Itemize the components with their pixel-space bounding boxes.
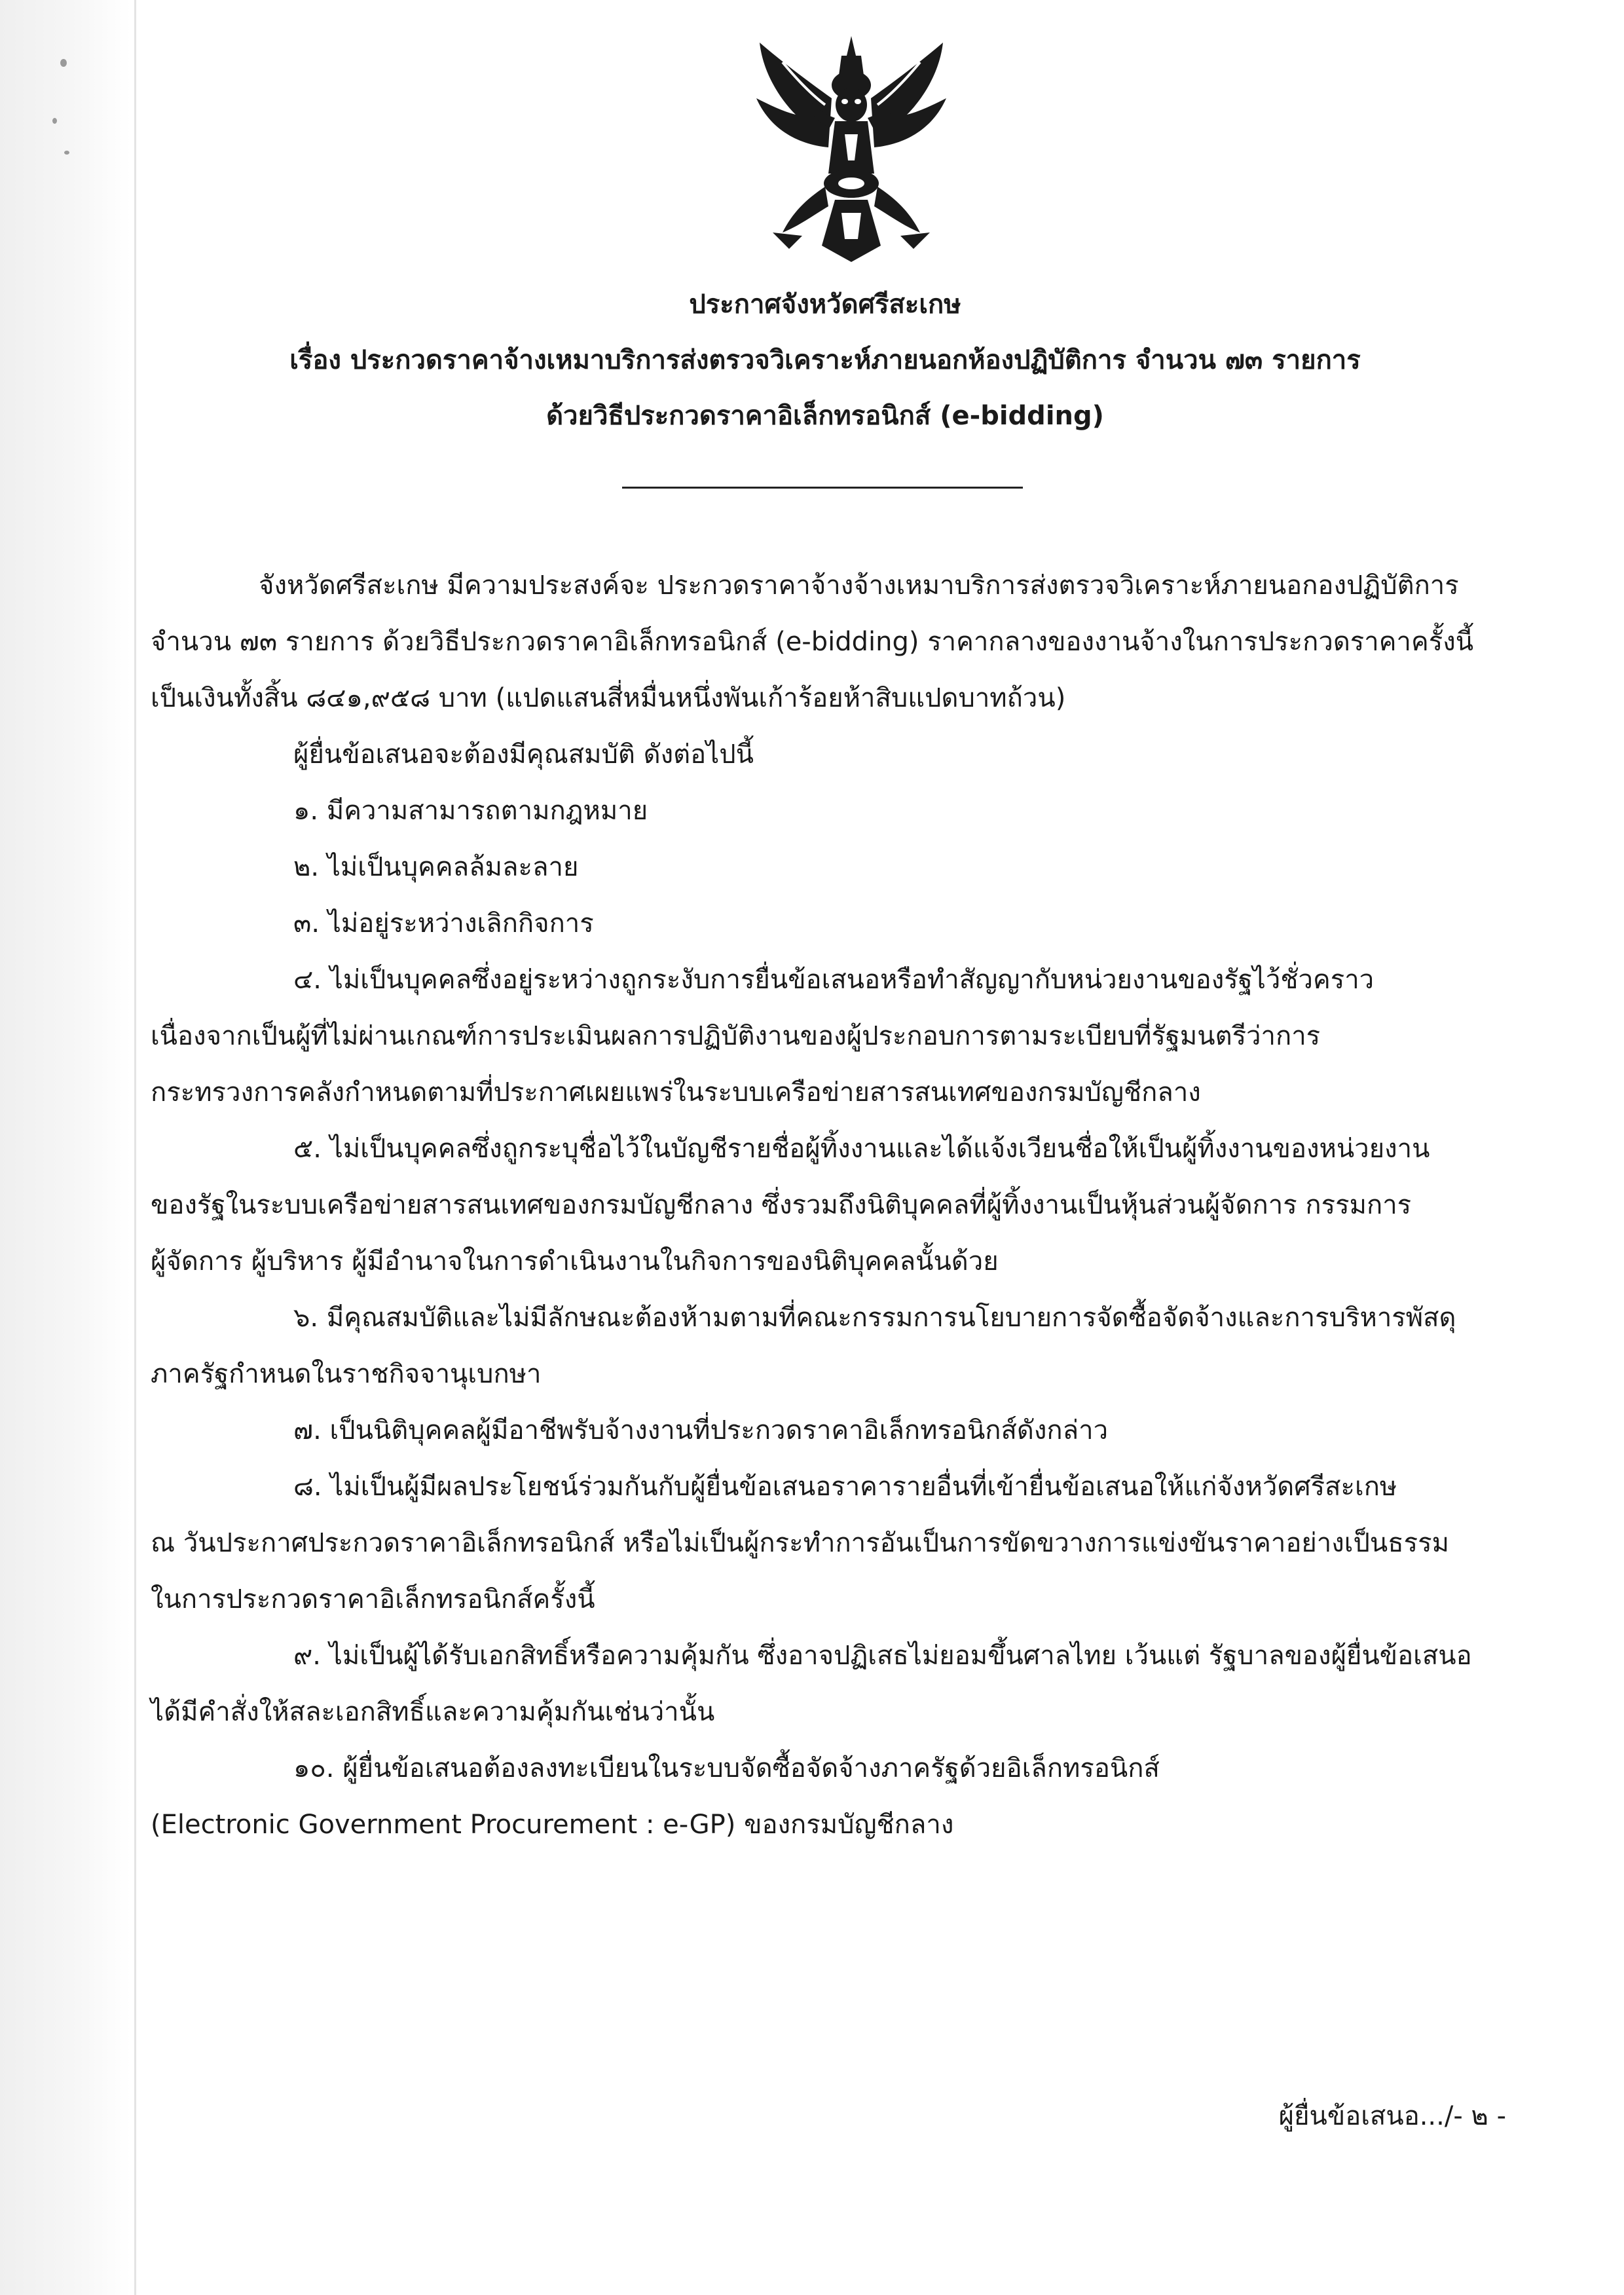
announcement-method: ด้วยวิธีประกวดราคาอิเล็กทรอนิกส์ (e-bidding)	[546, 401, 1104, 431]
announcement-subject: เรื่อง ประกวดราคาจ้างเหมาบริการส่งตรวจวิเคราะห์ภายนอกห้องปฏิบัติการ จำนวน ๗๓ รายการ	[289, 345, 1361, 375]
paragraph-line: ได้มีคำสั่งให้สละเอกสิทธิ์และความคุ้มกันเช่นว่านั้น	[151, 1697, 715, 1727]
garuda-emblem-icon	[743, 36, 959, 265]
paragraph-line: ภาครัฐกำหนดในราชกิจจานุเบกษา	[151, 1359, 542, 1389]
paragraph-line: ในการประกวดราคาอิเล็กทรอนิกส์ครั้งนี้	[151, 1584, 595, 1614]
scan-edge-line	[134, 0, 136, 2295]
scan-speck	[52, 118, 57, 124]
list-item: ๖. มีคุณสมบัติและไม่มีลักษณะต้องห้ามตามที่คณะกรรมการนโยบายการจัดซื้อจัดจ้างและการบริหารพัสดุ	[293, 1303, 1456, 1333]
list-item: ๑. มีความสามารถตามกฎหมาย	[293, 796, 648, 826]
paragraph-line: จำนวน ๗๓ รายการ ด้วยวิธีประกวดราคาอิเล็กทรอนิกส์ (e-bidding) ราคากลางของงานจ้างในการประกวดราคาครั้งนี้	[151, 627, 1474, 657]
list-item: ๓. ไม่อยู่ระหว่างเลิกกิจการ	[293, 908, 594, 939]
paragraph-line: ของรัฐในระบบเครือข่ายสารสนเทศของกรมบัญชีกลาง ซึ่งรวมถึงนิติบุคคลที่ผู้ทิ้งงานเป็นหุ้นส่วนผู้จัดการ กรรมการ	[151, 1190, 1412, 1220]
scan-speck	[60, 59, 67, 67]
paragraph-line: เนื่องจากเป็นผู้ที่ไม่ผ่านเกณฑ์การประเมินผลการปฏิบัติงานของผู้ประกอบการตามระเบียบที่รัฐมนตรีว่าการ	[151, 1021, 1321, 1051]
paragraph-line: ผู้จัดการ ผู้บริหาร ผู้มีอำนาจในการดำเนินงานในกิจการของนิติบุคคลนั้นด้วย	[151, 1246, 999, 1277]
list-item: ๒. ไม่เป็นบุคคลล้มละลาย	[293, 852, 579, 882]
paragraph-line: ผู้ยื่นข้อเสนอจะต้องมีคุณสมบัติ ดังต่อไปนี้	[293, 739, 754, 770]
list-item: ๕. ไม่เป็นบุคคลซึ่งถูกระบุชื่อไว้ในบัญชีรายชื่อผู้ทิ้งงานและได้แจ้งเวียนชื่อให้เป็นผู้ทิ้งงานของหน่วยงาน	[293, 1134, 1430, 1164]
paragraph-line: กระทรวงการคลังกำหนดตามที่ประกาศเผยแพร่ในระบบเครือข่ายสารสนเทศของกรมบัญชีกลาง	[151, 1077, 1201, 1108]
title-underline	[622, 487, 1023, 489]
list-item: ๑๐. ผู้ยื่นข้อเสนอต้องลงทะเบียนในระบบจัดซื้อจัดจ้างภาครัฐด้วยอิเล็กทรอนิกส์	[293, 1753, 1160, 1783]
announcement-title: ประกาศจังหวัดศรีสะเกษ	[689, 289, 961, 320]
list-item: ๔. ไม่เป็นบุคคลซึ่งอยู่ระหว่างถูกระงับการยื่นข้อเสนอหรือทำสัญญากับหน่วยงานของรัฐไว้ชั่วคราว	[293, 965, 1375, 995]
paragraph-line: ณ วันประกาศประกวดราคาอิเล็กทรอนิกส์ หรือไม่เป็นผู้กระทำการอันเป็นการขัดขวางการแข่งขันราคาอย่างเป็นธรรม	[151, 1528, 1449, 1558]
list-item: ๙. ไม่เป็นผู้ได้รับเอกสิทธิ์หรือความคุ้มกัน ซึ่งอาจปฏิเสธไม่ยอมขึ้นศาลไทย เว้นแต่ รัฐบาลของผู้ยื่นข้อเสนอ	[293, 1641, 1472, 1671]
list-item: ๘. ไม่เป็นผู้มีผลประโยชน์ร่วมกันกับผู้ยื่นข้อเสนอราคารายอื่นที่เข้ายื่นข้อเสนอให้แก่จังหวัดศรีสะเกษ	[293, 1472, 1397, 1502]
paragraph-line: จังหวัดศรีสะเกษ มีความประสงค์จะ ประกวดราคาจ้างจ้างเหมาบริการส่งตรวจวิเคราะห์ภายนอกองปฏิบัติการ	[259, 570, 1459, 601]
scan-speck	[64, 151, 69, 155]
paragraph-line: เป็นเงินทั้งสิ้น ๘๔๑,๙๕๘ บาท (แปดแสนสี่หมื่นหนึ่งพันเก้าร้อยห้าสิบแปดบาทถ้วน)	[151, 683, 1066, 713]
page-continuation-marker: ผู้ยื่นข้อเสนอ.../- ๒ -	[1278, 2101, 1506, 2131]
list-item: ๗. เป็นนิติบุคคลผู้มีอาชีพรับจ้างงานที่ประกวดราคาอิเล็กทรอนิกส์ดังกล่าว	[293, 1415, 1109, 1446]
scan-margin-shadow	[0, 0, 131, 2295]
paragraph-line: (Electronic Government Procurement : e-GP) ของกรมบัญชีกลาง	[151, 1810, 954, 1840]
